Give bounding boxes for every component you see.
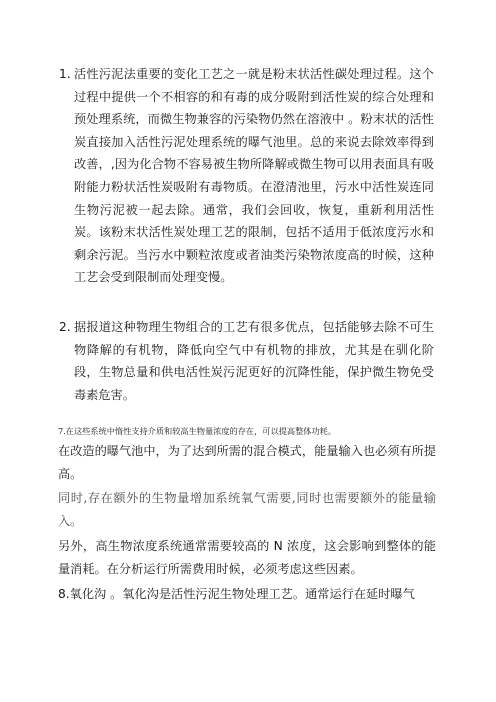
list-item (59, 316, 434, 406)
body-paragraph: 同时,存在额外的生物量增加系统氧气需要,同时也需要额外的能量输入。 (58, 491, 436, 528)
body-paragraph: 另外，高生物浓度系统通常需要较高的 N 浓度，这会影响到整体的能量消耗。在分析运行所需费用时候，必须考虑这些因素。 (58, 539, 436, 576)
list-item-number: 1. (59, 67, 71, 81)
list-item-number: 2. (59, 320, 71, 334)
list-item (59, 63, 434, 289)
list-item-text: 活性污泥法重要的变化工艺之一就是粉末状活性碳处理过程。这个过程中提供一个不相容的和有毒的成分吸附到活性炭的综合处理和预处理系统，而微生物兼容的污染物仍然在溶液中 。粉末状的活性炭直接加入活性污泥处理系统的曝气池里。总的来说去除效率得到改善，,因为化合物不容易被生物所降解或微生物可以用表面具有吸附能力粉状活性炭吸附有毒物质。在澄清池里，污水中活性炭连同生物污泥被一起去除。通常，我们会回收，恢复，重新利用活性炭。该粉末状活性炭处理工艺的限制，包括不适用于低浓度污水和剩余污泥。当污水中颗粒浓度或者油类污染物浓度高的时候，这种工艺会受到限制而处理变慢。 (74, 67, 434, 285)
list-item-text: 据报道这种物理生物组合的工艺有很多优点，包括能够去除不可生物降解的有机物，降低向空气中有机物的排放，尤其是在驯化阶段，生物总量和供电活性炭污泥更好的沉降性能，保护微生物免受毒素危害。 (74, 320, 434, 402)
body-paragraph: 8.氧化沟 。氧化沟是活性污泥生物处理工艺。通常运行在延时曝气 (58, 587, 415, 601)
small-print-note: 7.在这些系统中惰性支持介质和较高生物量浓度的存在，可以提高整体功耗。 (58, 426, 337, 436)
body-paragraph: 在改造的曝气池中，为了达到所需的混合模式，能量输入也必须有所提高。 (58, 444, 436, 481)
